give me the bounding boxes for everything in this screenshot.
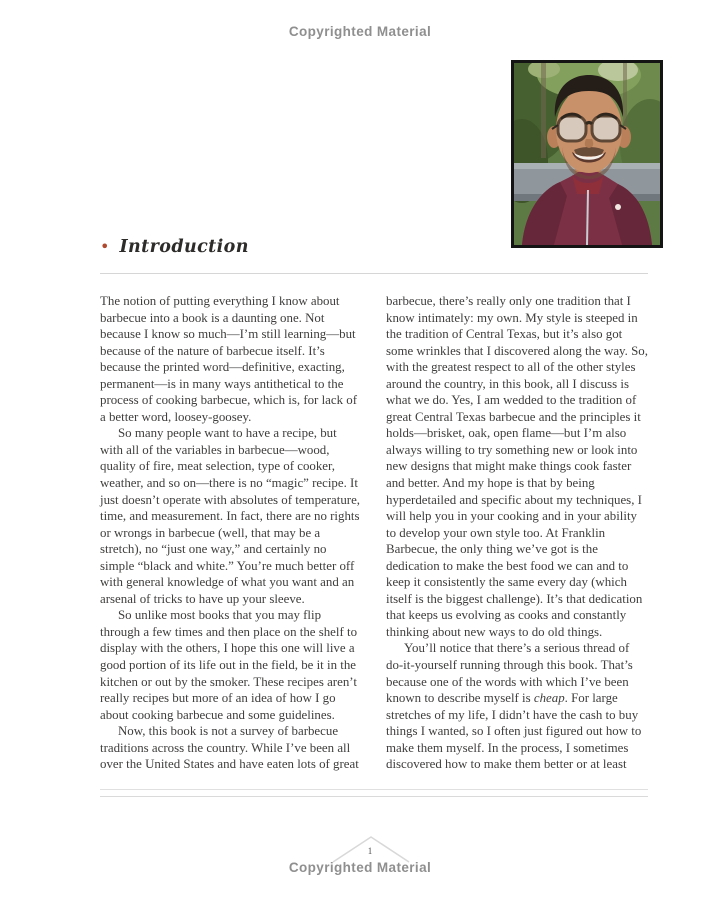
page-number: 1 (367, 846, 373, 856)
paragraph (100, 723, 362, 773)
copyright-notice-top: Copyrighted Material (288, 24, 432, 39)
copyright-notice-bottom: Copyrighted Material (288, 860, 432, 875)
text-segment: The notion of putting everything I know about barbecue into a book is a daunting one. Not because I know so much—I’m still learning—but because of the nature of barbecue itself. It’s because the printed word—definitive, exacting, permanent—is in many ways antithetical to the process of cooking barbecue, which is, for lack of a better word, loosey-goosey. (100, 294, 358, 424)
emphasized-text: cheap (533, 691, 565, 706)
text-column-right (386, 293, 648, 773)
paragraph (100, 293, 362, 425)
footer-divider-2 (100, 796, 648, 797)
section-heading (100, 237, 249, 257)
text-column-left (100, 293, 362, 773)
heading-bullet-icon: • (100, 237, 110, 256)
text-segment: You’ll notice that there’s a serious thread of do-it-yourself running through this book. That’s because one of the words with which I’ve been known to describe myself is (386, 641, 633, 706)
footer-divider-1 (100, 789, 648, 790)
paragraph (100, 607, 362, 723)
paragraph (100, 425, 362, 607)
body-text (100, 293, 648, 773)
author-photo (511, 60, 663, 248)
text-segment: Now, this book is not a survey of barbecue traditions across the country. While I’ve been all over the United States and have eaten lots of great (100, 724, 359, 772)
author-photo-image (514, 63, 660, 245)
text-segment: So many people want to have a recipe, but with all of the variables in barbecue—wood, quality of fire, meat selection, type of cooker, weather, and so on—there is no “magic” recipe. It just doesn’t operate with absolutes of temperature, time, and measurement. In fact, there are no rights or wrongs in barbecue (well, that may be a stretch), no “just one way,” and certainly no simple “black and white.” You’re much better off with general knowledge of what you want and an arsenal of tricks to have up your sleeve. (100, 426, 361, 606)
text-segment: . For large stretches of my life, I didn’t have the cash to buy things I wanted, so I often just figured out how to make them myself. In the process, I sometimes discovered how to make them better or at least (386, 691, 642, 772)
page-title: Introduction (119, 237, 249, 257)
paragraph (386, 293, 648, 640)
paragraph (386, 640, 648, 772)
text-segment: barbecue, there’s really only one tradition that I know intimately: my own. My style is steeped in the tradition of Central Texas, but it’s also got some wrinkles that I discovered along the way. So, with the greatest respect to all of the other styles around the country, in this book, all I discuss is what we do. Yes, I am wedded to the tradition of great Central Texas barbecue and the principles it holds—brisket, oak, open flame—but I’m also always willing to try something new or look into new designs that might make things cook faster and better. And my hope is that by being hyperdetailed and specific about my techniques, I will help you in your cooking and in your ability to develop your own style too. At Franklin Barbecue, the only thing we’ve got is the dedication to make the best food we can and to keep it consistently the same every day (which itself is the biggest challenge). It’s that dedication that keeps us evolving as cooks and constantly thinking about new ways to do old things. (386, 294, 648, 639)
text-segment: So unlike most books that you may flip through a few times and then place on the shelf to display with the others, I hope this one will live a good portion of its life out in the field, be it in the kitchen or out by the smoker. These recipes aren’t really recipes but more of an idea of how I go about cooking barbecue and some guidelines. (100, 608, 358, 722)
heading-divider (100, 273, 648, 274)
